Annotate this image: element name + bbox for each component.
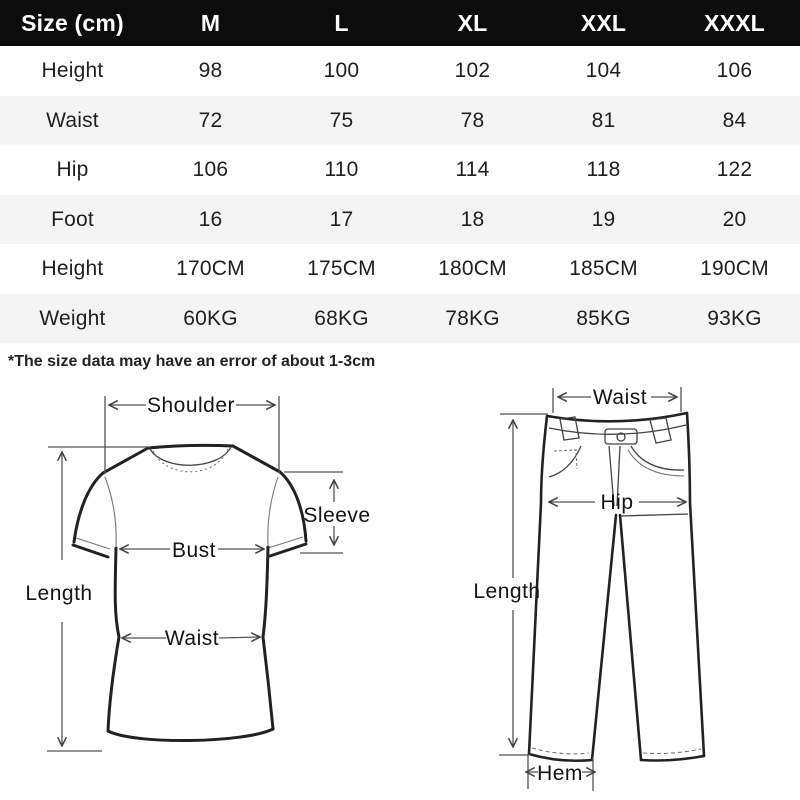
table-cell: 60KG xyxy=(183,306,238,330)
row-label: Waist xyxy=(46,108,99,132)
pants-hem-label: Hem xyxy=(537,762,583,785)
table-cell: 190CM xyxy=(700,257,769,281)
tshirt-sleeve-dimension xyxy=(284,472,371,553)
tshirt-bust-dimension xyxy=(120,539,264,562)
table-cell: 114 xyxy=(455,158,490,182)
pants-hip-dimension xyxy=(549,491,686,514)
table-cell: 84 xyxy=(722,108,747,132)
row-label: Height xyxy=(41,257,104,281)
pants-hip-label: Hip xyxy=(600,491,634,514)
table-row-weight xyxy=(0,294,800,344)
table-cell: 78 xyxy=(460,108,485,132)
table-cell: 180CM xyxy=(438,257,507,281)
column-header-m: M xyxy=(200,9,221,36)
pants-length-label: Length xyxy=(473,580,541,603)
tshirt-bust-label: Bust xyxy=(171,539,217,562)
table-cell: 110 xyxy=(324,158,359,182)
row-label: Foot xyxy=(51,207,94,231)
tshirt-diagram xyxy=(25,394,370,751)
table-row-height-cm xyxy=(0,244,800,294)
tshirt-length-label: Length xyxy=(25,582,93,605)
table-cell: 20 xyxy=(722,207,747,231)
column-header-l: L xyxy=(334,9,349,36)
table-cell: 106 xyxy=(192,158,229,182)
size-table xyxy=(0,0,800,343)
table-cell: 85KG xyxy=(576,306,631,330)
table-cell: 185CM xyxy=(569,257,638,281)
table-cell: 106 xyxy=(716,59,753,83)
table-cell: 98 xyxy=(198,59,223,83)
tshirt-waist-dimension xyxy=(122,627,260,650)
tshirt-sleeve-label: Sleeve xyxy=(303,504,371,527)
table-cell: 170CM xyxy=(176,257,245,281)
table-corner-header: Size (cm) xyxy=(21,9,124,36)
row-label: Weight xyxy=(39,306,106,330)
table-cell: 18 xyxy=(460,207,485,231)
table-cell: 118 xyxy=(586,158,621,182)
table-cell: 78KG xyxy=(445,306,500,330)
column-header-xxxl: XXXL xyxy=(704,9,765,36)
table-cell: 81 xyxy=(591,108,616,132)
row-label: Height xyxy=(41,59,104,83)
table-row-hip xyxy=(0,145,800,195)
pants-length-dimension xyxy=(473,414,548,755)
table-cell: 104 xyxy=(585,59,622,83)
table-cell: 93KG xyxy=(707,306,762,330)
table-cell: 16 xyxy=(198,207,223,231)
pants-diagram xyxy=(473,386,704,791)
table-cell: 19 xyxy=(591,207,616,231)
row-label: Hip xyxy=(56,158,89,182)
pants-waist-dimension xyxy=(553,386,681,413)
tshirt-shoulder-dimension xyxy=(105,394,279,474)
measurement-diagrams xyxy=(0,380,800,800)
table-cell: 68KG xyxy=(314,306,369,330)
pants-outline xyxy=(529,413,704,761)
table-row-height xyxy=(0,46,800,96)
table-cell: 75 xyxy=(329,108,354,132)
table-cell: 102 xyxy=(454,59,491,83)
column-header-xl: XL xyxy=(457,9,488,36)
table-cell: 175CM xyxy=(307,257,376,281)
table-cell: 100 xyxy=(323,59,360,83)
pants-waist-label: Waist xyxy=(592,386,648,409)
tshirt-shoulder-label: Shoulder xyxy=(146,394,236,417)
table-cell: 122 xyxy=(716,158,753,182)
column-header-xxl: XXL xyxy=(580,9,627,36)
tshirt-waist-label: Waist xyxy=(164,627,220,650)
table-header-row xyxy=(0,0,800,46)
table-row-foot xyxy=(0,195,800,245)
tshirt-outline xyxy=(73,445,306,740)
table-row-waist xyxy=(0,96,800,146)
size-note: *The size data may have an error of about 1-3cm xyxy=(8,352,376,370)
table-cell: 17 xyxy=(329,207,354,231)
table-cell: 72 xyxy=(198,108,223,132)
